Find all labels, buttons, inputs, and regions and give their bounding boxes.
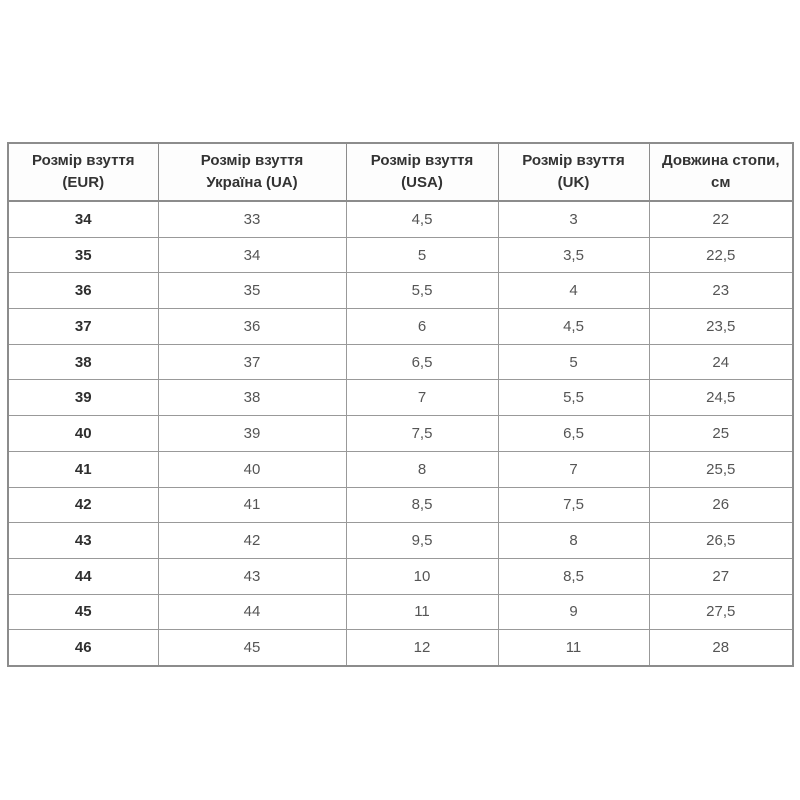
column-header-line2: Україна (UA): [206, 174, 298, 191]
table-row: [8, 309, 793, 345]
table-cell: 6: [346, 309, 498, 345]
table-cell: 12: [346, 630, 498, 666]
table-cell: 38: [158, 380, 346, 416]
table-body: [8, 201, 793, 666]
table-cell: 4: [498, 273, 649, 309]
table-cell: 8: [498, 523, 649, 559]
table-cell: 6,5: [346, 344, 498, 380]
table-row: [8, 594, 793, 630]
column-header: [649, 143, 793, 201]
table-row: [8, 451, 793, 487]
column-header-line1: Довжина стопи,: [661, 152, 780, 170]
table-cell: 5: [346, 237, 498, 273]
column-header-line2: (USA): [401, 174, 443, 191]
table-cell: 22,5: [649, 237, 793, 273]
table-cell: 39: [8, 380, 158, 416]
table-cell: 34: [158, 237, 346, 273]
table-cell: 44: [8, 558, 158, 594]
table-cell: 26: [649, 487, 793, 523]
table-cell: 8,5: [498, 558, 649, 594]
table-cell: 23,5: [649, 309, 793, 345]
table-cell: 25: [649, 416, 793, 452]
table-row: [8, 630, 793, 666]
table-row: [8, 344, 793, 380]
column-header-line2: (EUR): [62, 174, 105, 191]
table-cell: 4,5: [346, 201, 498, 237]
table-header: [8, 143, 793, 201]
table-row: [8, 558, 793, 594]
column-header: [498, 143, 649, 201]
table-cell: 37: [158, 344, 346, 380]
table-cell: 41: [158, 487, 346, 523]
column-header: [346, 143, 498, 201]
table-row: [8, 237, 793, 273]
table-cell: 40: [8, 416, 158, 452]
table-cell: 38: [8, 344, 158, 380]
column-header-line1: Розмір взуття: [31, 152, 135, 170]
table-row: [8, 273, 793, 309]
table-cell: 44: [158, 594, 346, 630]
table-row: [8, 380, 793, 416]
table-cell: 22: [649, 201, 793, 237]
column-header-line2: (UK): [557, 174, 590, 191]
table-row: [8, 487, 793, 523]
table-cell: 3,5: [498, 237, 649, 273]
table-cell: 45: [158, 630, 346, 666]
column-header-line1: Розмір взуття: [200, 152, 304, 170]
table-cell: 5,5: [346, 273, 498, 309]
table-cell: 42: [158, 523, 346, 559]
table-cell: 7,5: [498, 487, 649, 523]
shoe-size-conversion-table: [7, 142, 794, 667]
table-cell: 43: [158, 558, 346, 594]
table-cell: 43: [8, 523, 158, 559]
column-header: [158, 143, 346, 201]
table-cell: 7,5: [346, 416, 498, 452]
table-cell: 36: [158, 309, 346, 345]
table-cell: 27: [649, 558, 793, 594]
header-row: [8, 143, 793, 201]
table-cell: 46: [8, 630, 158, 666]
column-header: [8, 143, 158, 201]
table-cell: 45: [8, 594, 158, 630]
table-cell: 28: [649, 630, 793, 666]
column-header-line1: Розмір взуття: [522, 152, 625, 170]
table-cell: 39: [158, 416, 346, 452]
table-cell: 7: [346, 380, 498, 416]
table-cell: 5,5: [498, 380, 649, 416]
table-cell: 25,5: [649, 451, 793, 487]
table-cell: 37: [8, 309, 158, 345]
table-row: [8, 416, 793, 452]
table-cell: 23: [649, 273, 793, 309]
table-cell: 24,5: [649, 380, 793, 416]
table-cell: 33: [158, 201, 346, 237]
table-cell: 7: [498, 451, 649, 487]
table-cell: 3: [498, 201, 649, 237]
table-cell: 8: [346, 451, 498, 487]
table-cell: 24: [649, 344, 793, 380]
table-row: [8, 523, 793, 559]
table-cell: 11: [498, 630, 649, 666]
table-cell: 10: [346, 558, 498, 594]
table-cell: 27,5: [649, 594, 793, 630]
table-cell: 41: [8, 451, 158, 487]
table-cell: 26,5: [649, 523, 793, 559]
table-cell: 8,5: [346, 487, 498, 523]
table-cell: 6,5: [498, 416, 649, 452]
table-cell: 11: [346, 594, 498, 630]
table-cell: 35: [8, 237, 158, 273]
table-cell: 4,5: [498, 309, 649, 345]
table-cell: 36: [8, 273, 158, 309]
table-cell: 9,5: [346, 523, 498, 559]
column-header-line1: Розмір взуття: [370, 152, 474, 170]
column-header-line2: см: [711, 174, 731, 191]
table-cell: 9: [498, 594, 649, 630]
table-row: [8, 201, 793, 237]
table-cell: 34: [8, 201, 158, 237]
table-cell: 35: [158, 273, 346, 309]
table-cell: 42: [8, 487, 158, 523]
table-cell: 5: [498, 344, 649, 380]
table-cell: 40: [158, 451, 346, 487]
